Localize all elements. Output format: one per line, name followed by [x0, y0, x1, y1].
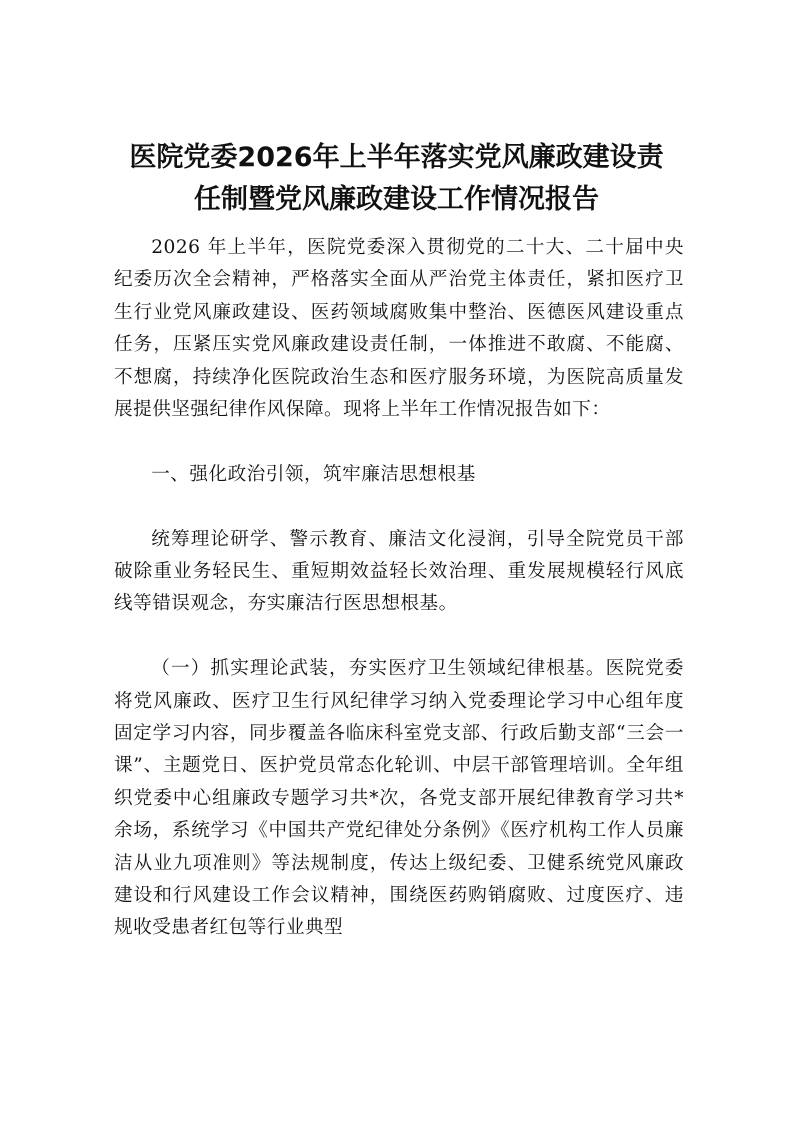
title-line-2: 任制暨党风廉政建设工作情况报告 [194, 184, 599, 215]
section-1-heading: 一、强化政治引领，筑牢廉洁思想根基 [151, 463, 476, 485]
document-title [100, 137, 693, 221]
section-1-paragraph: 统筹理论研学、警示教育、廉洁文化浸润，引导全院党员干部破除重业务轻民生、重短期效益轻长效治理、重发展规模轻行风底线等错误观念，夯实廉洁行医思想根基。 [114, 528, 684, 615]
subsection-1-paragraph: （一）抓实理论武装，夯实医疗卫生领域纪律根基。医院党委将党风廉政、医疗卫生行风纪律学习纳入党委理论学习中心组年度固定学习内容，同步覆盖各临床科室党支部、行政后勤支部“三会一课”、主题党日、医护党员常态化轮训、中层干部管理培训。全年组织党委中心组廉政专题学习共*次，各党支部开展纪律教育学习共*余场，系统学习《中国共产党纪律处分条例》《医疗机构工作人员廉洁从业九项准则》等法规制度，传达上级纪委、卫健系统党风廉政建设和行风建设工作会议精神，围绕医药购销腐败、过度医疗、违规收受患者红包等行业典型 [114, 658, 684, 939]
intro-paragraph: 2026 年上半年，医院党委深入贯彻党的二十大、二十届中央纪委历次全会精神，严格落实全面从严治党主体责任，紧扣医疗卫生行业党风廉政建设、医药领域腐败集中整治、医德医风建设重点任务，压紧压实党风廉政建设责任制，一体推进不敢腐、不能腐、不想腐，持续净化医院政治生态和医疗服务环境，为医院高质量发展提供坚强纪律作风保障。现将上半年工作情况报告如下： [114, 237, 684, 421]
document-body [114, 232, 684, 977]
title-line-1: 医院党委2026年上半年落实党风廉政建设责 [129, 142, 664, 173]
